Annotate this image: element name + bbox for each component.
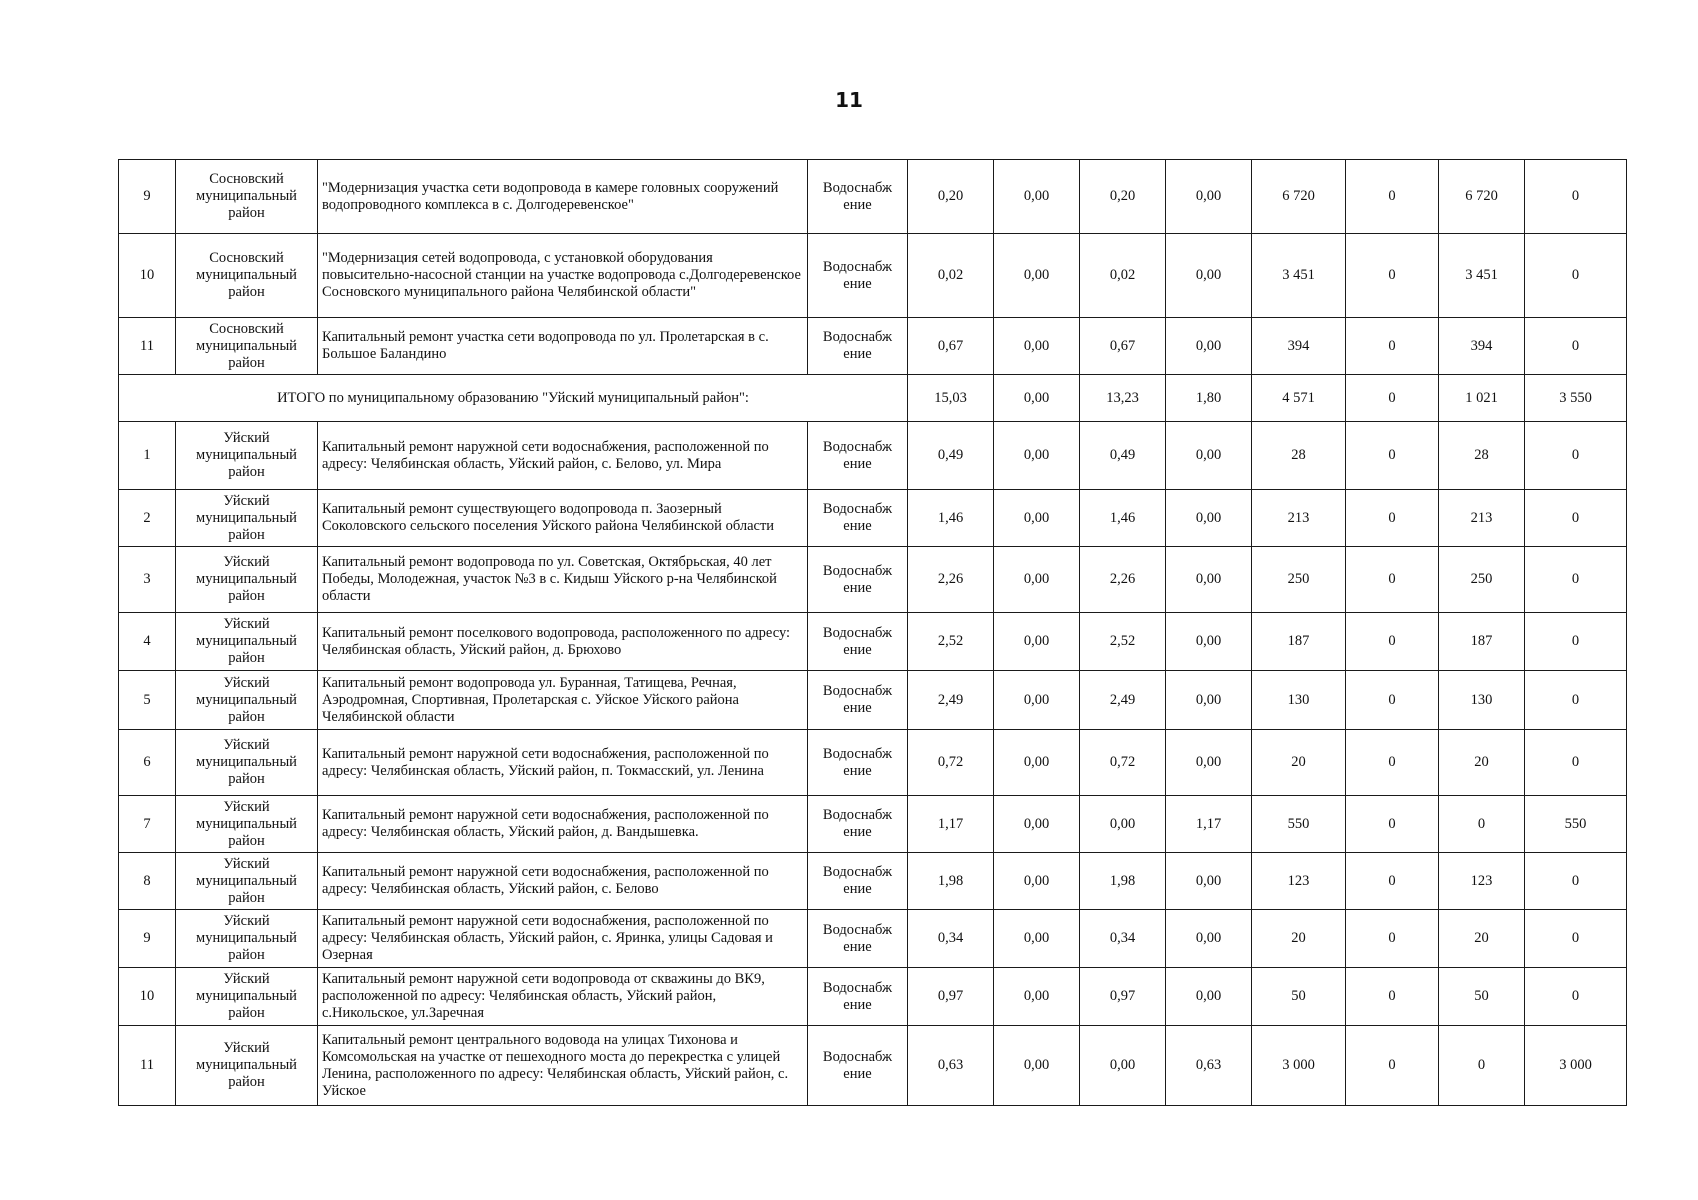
district-cell: Уйский муниципальный район — [176, 910, 318, 968]
length-col-4-cell: 1,17 — [1166, 796, 1252, 853]
cost-total-cell: 3 451 — [1252, 234, 1346, 318]
length-total-cell: 0,67 — [908, 318, 994, 375]
cost-col-2-cell: 0 — [1346, 547, 1439, 613]
cost-col-3-cell: 394 — [1439, 318, 1525, 375]
cost-col-2-cell: 0 — [1346, 234, 1439, 318]
table-row — [119, 796, 1627, 853]
cost-col-3-cell: 28 — [1439, 422, 1525, 490]
length-col-2-cell: 0,00 — [994, 160, 1080, 234]
table-row — [119, 613, 1627, 671]
length-col-2-cell: 0,00 — [994, 375, 1080, 422]
cost-col-2-cell: 0 — [1346, 490, 1439, 547]
cost-col-4-cell: 3 550 — [1525, 375, 1627, 422]
district-cell: Уйский муниципальный район — [176, 730, 318, 796]
row-number: 3 — [119, 547, 176, 613]
length-col-2-cell: 0,00 — [994, 422, 1080, 490]
cost-col-2-cell: 0 — [1346, 318, 1439, 375]
cost-col-4-cell: 3 000 — [1525, 1026, 1627, 1106]
length-total-cell: 1,98 — [908, 853, 994, 910]
district-cell: Уйский муниципальный район — [176, 547, 318, 613]
cost-col-3-cell: 187 — [1439, 613, 1525, 671]
table-row — [119, 910, 1627, 968]
row-number: 9 — [119, 910, 176, 968]
length-total-cell: 0,97 — [908, 968, 994, 1026]
length-col-4-cell: 0,00 — [1166, 671, 1252, 730]
length-total-cell: 0,34 — [908, 910, 994, 968]
cost-total-cell: 20 — [1252, 730, 1346, 796]
cost-col-4-cell: 0 — [1525, 910, 1627, 968]
cost-col-4-cell: 0 — [1525, 422, 1627, 490]
table-row — [119, 490, 1627, 547]
length-col-2-cell: 0,00 — [994, 234, 1080, 318]
cost-col-4-cell: 0 — [1525, 613, 1627, 671]
length-total-cell: 1,17 — [908, 796, 994, 853]
cost-col-3-cell: 20 — [1439, 910, 1525, 968]
cost-col-2-cell: 0 — [1346, 160, 1439, 234]
supply-type-cell: Водоснабж ение — [808, 318, 908, 375]
object-name-cell: Капитальный ремонт водопровода по ул. Советская, Октябрьская, 40 лет Победы, Молодежная, участок №3 в с. Кидыш Уйского р-на Челябинской области — [318, 547, 808, 613]
supply-type-cell: Водоснабж ение — [808, 1026, 908, 1106]
length-col-2-cell: 0,00 — [994, 671, 1080, 730]
length-total-cell: 2,49 — [908, 671, 994, 730]
cost-total-cell: 50 — [1252, 968, 1346, 1026]
object-name-cell: Капитальный ремонт наружной сети водоснабжения, расположенной по адресу: Челябинская область, Уйский район, с. Белово — [318, 853, 808, 910]
row-number: 8 — [119, 853, 176, 910]
row-number: 11 — [119, 318, 176, 375]
cost-col-2-cell: 0 — [1346, 910, 1439, 968]
cost-col-3-cell: 250 — [1439, 547, 1525, 613]
water-supply-objects-table — [118, 159, 1627, 1106]
length-col-4-cell: 0,00 — [1166, 422, 1252, 490]
length-total-cell: 0,02 — [908, 234, 994, 318]
length-col-2-cell: 0,00 — [994, 910, 1080, 968]
length-col-3-cell: 0,67 — [1080, 318, 1166, 375]
object-name-cell: Капитальный ремонт существующего водопровода п. Заозерный Соколовского сельского поселения Уйского района Челябинской области — [318, 490, 808, 547]
table-row — [119, 853, 1627, 910]
length-col-3-cell: 2,26 — [1080, 547, 1166, 613]
district-cell: Уйский муниципальный район — [176, 671, 318, 730]
length-col-3-cell: 0,34 — [1080, 910, 1166, 968]
object-name-cell: "Модернизация сетей водопровода, с установкой оборудования повысительно-насосной станции на участке водопровода с.Долгодеревенское Сосновского муниципального района Челябинской области" — [318, 234, 808, 318]
district-cell: Уйский муниципальный район — [176, 1026, 318, 1106]
cost-col-2-cell: 0 — [1346, 613, 1439, 671]
district-cell: Уйский муниципальный район — [176, 490, 318, 547]
object-name-cell: Капитальный ремонт центрального водовода на улицах Тихонова и Комсомольская на участке от пешеходного моста до перекрестка с улицей Ленина, расположенного по адресу: Челябинская область, Уйский район, с. Уйское — [318, 1026, 808, 1106]
length-col-3-cell: 0,00 — [1080, 796, 1166, 853]
supply-type-cell: Водоснабж ение — [808, 234, 908, 318]
cost-total-cell: 394 — [1252, 318, 1346, 375]
length-total-cell: 1,46 — [908, 490, 994, 547]
district-cell: Сосновский муниципальный район — [176, 318, 318, 375]
length-col-3-cell: 0,20 — [1080, 160, 1166, 234]
length-total-cell: 0,72 — [908, 730, 994, 796]
length-col-3-cell: 1,98 — [1080, 853, 1166, 910]
cost-total-cell: 550 — [1252, 796, 1346, 853]
length-total-cell: 0,63 — [908, 1026, 994, 1106]
length-col-4-cell: 0,00 — [1166, 613, 1252, 671]
length-col-4-cell: 1,80 — [1166, 375, 1252, 422]
row-number: 10 — [119, 968, 176, 1026]
cost-total-cell: 28 — [1252, 422, 1346, 490]
cost-total-cell: 187 — [1252, 613, 1346, 671]
supply-type-cell: Водоснабж ение — [808, 490, 908, 547]
object-name-cell: Капитальный ремонт поселкового водопровода, расположенного по адресу: Челябинская область, Уйский район, д. Брюхово — [318, 613, 808, 671]
length-col-3-cell: 0,97 — [1080, 968, 1166, 1026]
cost-total-cell: 213 — [1252, 490, 1346, 547]
object-name-cell: Капитальный ремонт участка сети водопровода по ул. Пролетарская в с. Большое Баландино — [318, 318, 808, 375]
cost-col-2-cell: 0 — [1346, 1026, 1439, 1106]
cost-col-3-cell: 3 451 — [1439, 234, 1525, 318]
length-col-4-cell: 0,63 — [1166, 1026, 1252, 1106]
table-row — [119, 160, 1627, 234]
length-col-2-cell: 0,00 — [994, 1026, 1080, 1106]
row-number: 11 — [119, 1026, 176, 1106]
row-number: 4 — [119, 613, 176, 671]
row-number: 9 — [119, 160, 176, 234]
cost-col-4-cell: 0 — [1525, 853, 1627, 910]
length-total-cell: 2,52 — [908, 613, 994, 671]
supply-type-cell: Водоснабж ение — [808, 671, 908, 730]
length-total-cell: 2,26 — [908, 547, 994, 613]
cost-col-4-cell: 0 — [1525, 160, 1627, 234]
length-col-3-cell: 0,49 — [1080, 422, 1166, 490]
cost-col-4-cell: 0 — [1525, 968, 1627, 1026]
supply-type-cell: Водоснабж ение — [808, 547, 908, 613]
cost-col-2-cell: 0 — [1346, 671, 1439, 730]
cost-col-3-cell: 6 720 — [1439, 160, 1525, 234]
cost-total-cell: 3 000 — [1252, 1026, 1346, 1106]
length-col-3-cell: 13,23 — [1080, 375, 1166, 422]
object-name-cell: Капитальный ремонт наружной сети водоснабжения, расположенной по адресу: Челябинская область, Уйский район, с. Белово, ул. Мира — [318, 422, 808, 490]
length-col-2-cell: 0,00 — [994, 796, 1080, 853]
length-col-3-cell: 0,00 — [1080, 1026, 1166, 1106]
supply-type-cell: Водоснабж ение — [808, 730, 908, 796]
row-number: 6 — [119, 730, 176, 796]
district-cell: Уйский муниципальный район — [176, 853, 318, 910]
district-cell: Сосновский муниципальный район — [176, 160, 318, 234]
table-row — [119, 730, 1627, 796]
cost-total-cell: 4 571 — [1252, 375, 1346, 422]
supply-type-cell: Водоснабж ение — [808, 613, 908, 671]
cost-col-2-cell: 0 — [1346, 796, 1439, 853]
row-number: 7 — [119, 796, 176, 853]
length-col-4-cell: 0,00 — [1166, 160, 1252, 234]
cost-col-3-cell: 0 — [1439, 796, 1525, 853]
cost-col-3-cell: 20 — [1439, 730, 1525, 796]
table-row — [119, 671, 1627, 730]
length-col-2-cell: 0,00 — [994, 318, 1080, 375]
length-col-4-cell: 0,00 — [1166, 853, 1252, 910]
cost-col-3-cell: 213 — [1439, 490, 1525, 547]
object-name-cell: Капитальный ремонт наружной сети водоснабжения, расположенной по адресу: Челябинская область, Уйский район, п. Токмасский, ул. Ленина — [318, 730, 808, 796]
length-col-4-cell: 0,00 — [1166, 910, 1252, 968]
cost-col-4-cell: 550 — [1525, 796, 1627, 853]
cost-total-cell: 250 — [1252, 547, 1346, 613]
object-name-cell: Капитальный ремонт наружной сети водопровода от скважины до ВК9, расположенной по адресу: Челябинская область, Уйский район, с.Никольское, ул.Заречная — [318, 968, 808, 1026]
table-row — [119, 422, 1627, 490]
table-row — [119, 234, 1627, 318]
district-cell: Уйский муниципальный район — [176, 796, 318, 853]
row-number: 5 — [119, 671, 176, 730]
length-col-3-cell: 2,49 — [1080, 671, 1166, 730]
object-name-cell: "Модернизация участка сети водопровода в камере головных сооружений водопроводного комплекса в с. Долгодеревенское" — [318, 160, 808, 234]
cost-col-4-cell: 0 — [1525, 730, 1627, 796]
length-col-4-cell: 0,00 — [1166, 234, 1252, 318]
length-col-2-cell: 0,00 — [994, 490, 1080, 547]
cost-total-cell: 6 720 — [1252, 160, 1346, 234]
length-total-cell: 0,20 — [908, 160, 994, 234]
supply-type-cell: Водоснабж ение — [808, 853, 908, 910]
cost-col-4-cell: 0 — [1525, 318, 1627, 375]
length-col-2-cell: 0,00 — [994, 547, 1080, 613]
object-name-cell: Капитальный ремонт наружной сети водоснабжения, расположенной по адресу: Челябинская область, Уйский район, д. Вандышевка. — [318, 796, 808, 853]
table-row — [119, 1026, 1627, 1106]
length-col-3-cell: 0,02 — [1080, 234, 1166, 318]
total-row — [119, 375, 1627, 422]
supply-type-cell: Водоснабж ение — [808, 968, 908, 1026]
cost-col-4-cell: 0 — [1525, 671, 1627, 730]
cost-total-cell: 130 — [1252, 671, 1346, 730]
row-number: 2 — [119, 490, 176, 547]
supply-type-cell: Водоснабж ение — [808, 796, 908, 853]
object-name-cell: Капитальный ремонт наружной сети водоснабжения, расположенной по адресу: Челябинская область, Уйский район, с. Яринка, улицы Садовая и Озерная — [318, 910, 808, 968]
district-cell: Уйский муниципальный район — [176, 613, 318, 671]
length-total-cell: 15,03 — [908, 375, 994, 422]
cost-col-3-cell: 123 — [1439, 853, 1525, 910]
table-row — [119, 968, 1627, 1026]
cost-col-2-cell: 0 — [1346, 375, 1439, 422]
cost-col-4-cell: 0 — [1525, 490, 1627, 547]
length-col-4-cell: 0,00 — [1166, 490, 1252, 547]
cost-col-2-cell: 0 — [1346, 853, 1439, 910]
page-number: 11 — [835, 88, 863, 112]
cost-col-2-cell: 0 — [1346, 730, 1439, 796]
length-col-2-cell: 0,00 — [994, 968, 1080, 1026]
supply-type-cell: Водоснабж ение — [808, 422, 908, 490]
length-col-2-cell: 0,00 — [994, 613, 1080, 671]
district-cell: Уйский муниципальный район — [176, 968, 318, 1026]
row-number: 10 — [119, 234, 176, 318]
district-cell: Сосновский муниципальный район — [176, 234, 318, 318]
length-col-3-cell: 1,46 — [1080, 490, 1166, 547]
table-row — [119, 547, 1627, 613]
length-col-2-cell: 0,00 — [994, 730, 1080, 796]
length-col-3-cell: 2,52 — [1080, 613, 1166, 671]
length-col-2-cell: 0,00 — [994, 853, 1080, 910]
length-col-4-cell: 0,00 — [1166, 968, 1252, 1026]
cost-total-cell: 123 — [1252, 853, 1346, 910]
length-col-4-cell: 0,00 — [1166, 547, 1252, 613]
length-total-cell: 0,49 — [908, 422, 994, 490]
cost-col-3-cell: 0 — [1439, 1026, 1525, 1106]
length-col-3-cell: 0,72 — [1080, 730, 1166, 796]
table-row — [119, 318, 1627, 375]
cost-col-3-cell: 50 — [1439, 968, 1525, 1026]
supply-type-cell: Водоснабж ение — [808, 160, 908, 234]
object-name-cell: Капитальный ремонт водопровода ул. Буранная, Татищева, Речная, Аэродромная, Спортивная, Пролетарская с. Уйское Уйского района Челябинской области — [318, 671, 808, 730]
cost-col-3-cell: 130 — [1439, 671, 1525, 730]
cost-col-3-cell: 1 021 — [1439, 375, 1525, 422]
district-cell: Уйский муниципальный район — [176, 422, 318, 490]
length-col-4-cell: 0,00 — [1166, 730, 1252, 796]
total-label: ИТОГО по муниципальному образованию "Уйский муниципальный район": — [119, 375, 908, 422]
cost-col-4-cell: 0 — [1525, 547, 1627, 613]
supply-type-cell: Водоснабж ение — [808, 910, 908, 968]
cost-col-2-cell: 0 — [1346, 968, 1439, 1026]
cost-total-cell: 20 — [1252, 910, 1346, 968]
row-number: 1 — [119, 422, 176, 490]
length-col-4-cell: 0,00 — [1166, 318, 1252, 375]
cost-col-2-cell: 0 — [1346, 422, 1439, 490]
cost-col-4-cell: 0 — [1525, 234, 1627, 318]
